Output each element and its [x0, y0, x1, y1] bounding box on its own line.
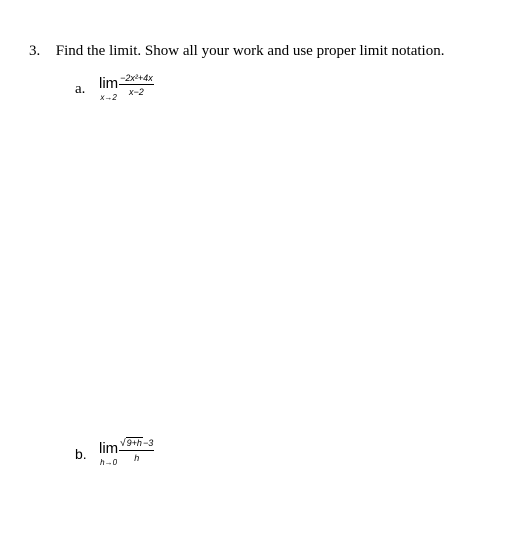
part-b-numerator: [119, 437, 154, 450]
part-b-lim-subscript: h→0: [100, 458, 118, 467]
question-instruction: Find the limit. Show all your work and use proper limit notation.: [55, 43, 445, 59]
square-root-icon: √: [120, 437, 126, 449]
part-b-radicand: 9+h: [126, 437, 142, 448]
part-b-lim-word: lim: [99, 440, 119, 457]
part-a-limit: [99, 76, 118, 102]
part-a-fraction: [119, 73, 154, 97]
part-a-denominator: x−2: [129, 86, 144, 97]
part-a-lim-subscript: x→2: [100, 93, 117, 102]
part-b: [75, 437, 154, 467]
part-b-fraction: [119, 437, 154, 463]
part-a-lim-word: lim: [99, 75, 119, 92]
part-a-numerator: −2x²+4x: [120, 72, 153, 83]
question-3: [29, 42, 444, 60]
question-number: 3.: [29, 43, 41, 59]
part-b-denominator: h: [134, 452, 140, 463]
part-b-numerator-rest: −3: [142, 437, 154, 448]
part-b-limit: [99, 441, 118, 467]
part-a: [75, 72, 154, 102]
part-b-letter: b.: [75, 446, 87, 462]
part-a-letter: a.: [75, 80, 86, 97]
